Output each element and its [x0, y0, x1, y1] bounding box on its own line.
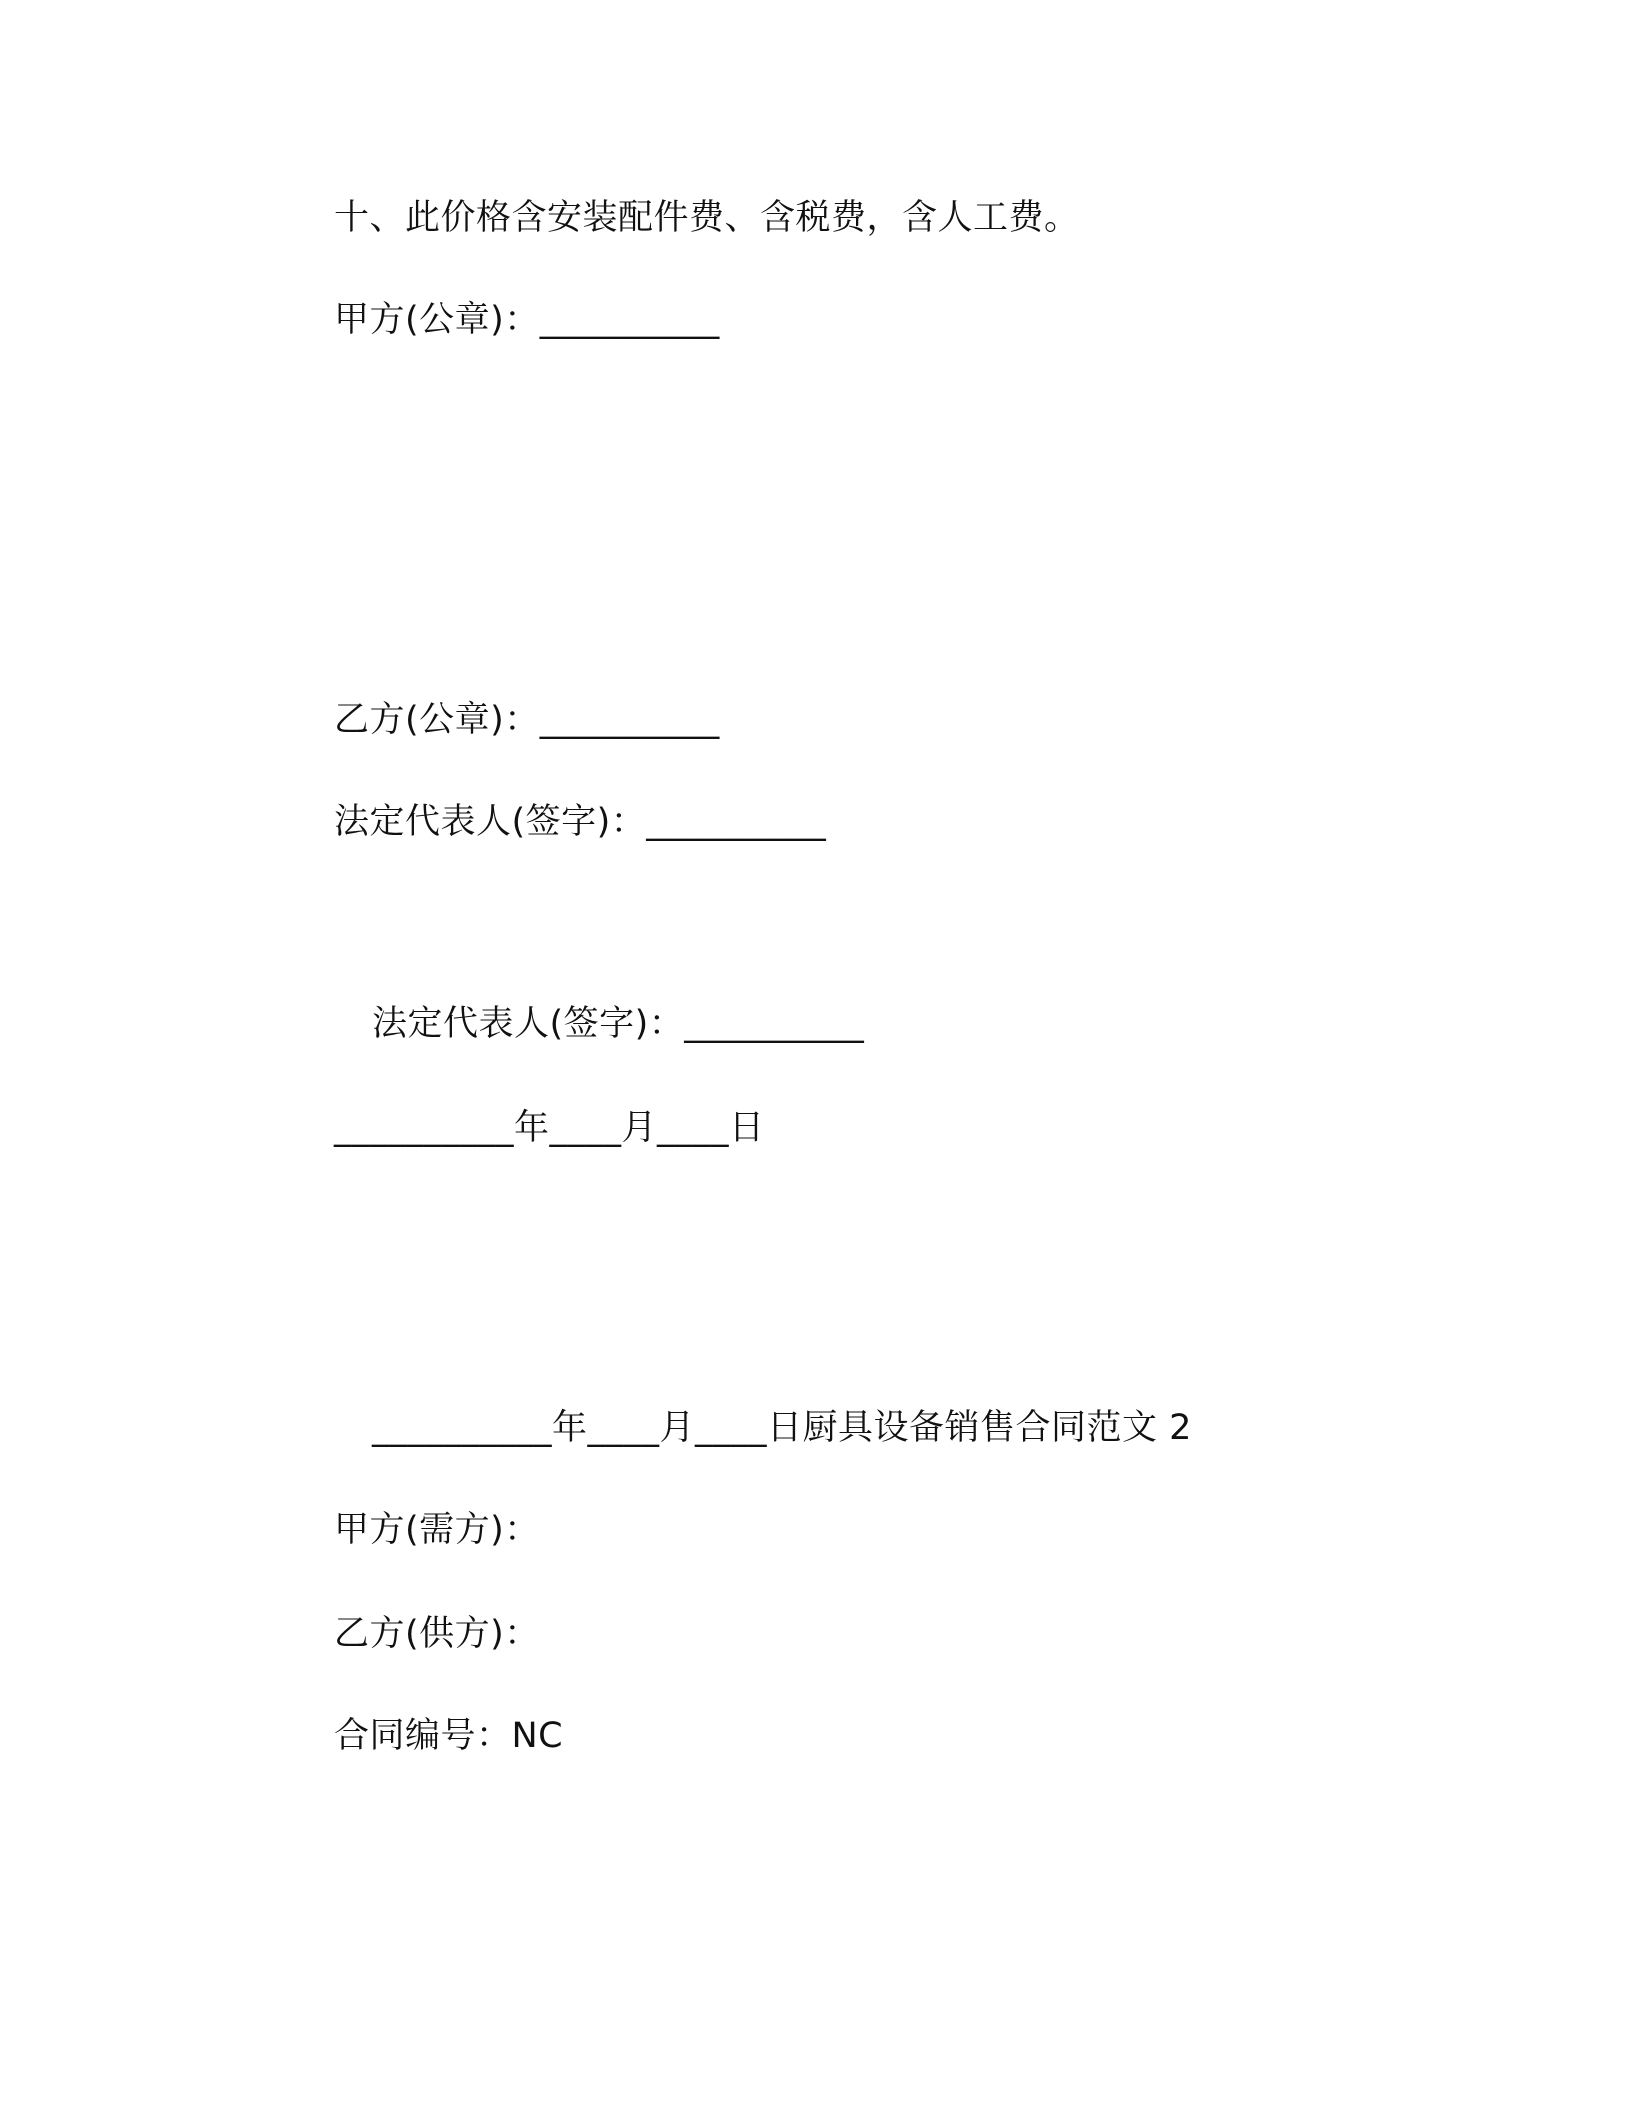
contract-number-line: 合同编号：NC — [334, 1716, 564, 1756]
legal-representative-signature-line-2: 法定代表人(签字)：__________ — [372, 1004, 865, 1044]
party-b-supplier-line: 乙方(供方)： — [334, 1614, 540, 1654]
date-and-contract-title-line: __________年____月____日厨具设备销售合同范文 2 — [372, 1408, 1192, 1448]
legal-representative-signature-line: 法定代表人(签字)：__________ — [334, 802, 827, 842]
party-a-seal-line: 甲方(公章)：__________ — [334, 300, 720, 340]
party-a-buyer-line: 甲方(需方)： — [334, 1510, 540, 1550]
party-b-seal-line: 乙方(公章)：__________ — [334, 700, 720, 740]
clause-ten-price-note: 十、此价格含安装配件费、含税费，含人工费。 — [334, 198, 1080, 238]
date-line: __________年____月____日 — [334, 1108, 765, 1148]
